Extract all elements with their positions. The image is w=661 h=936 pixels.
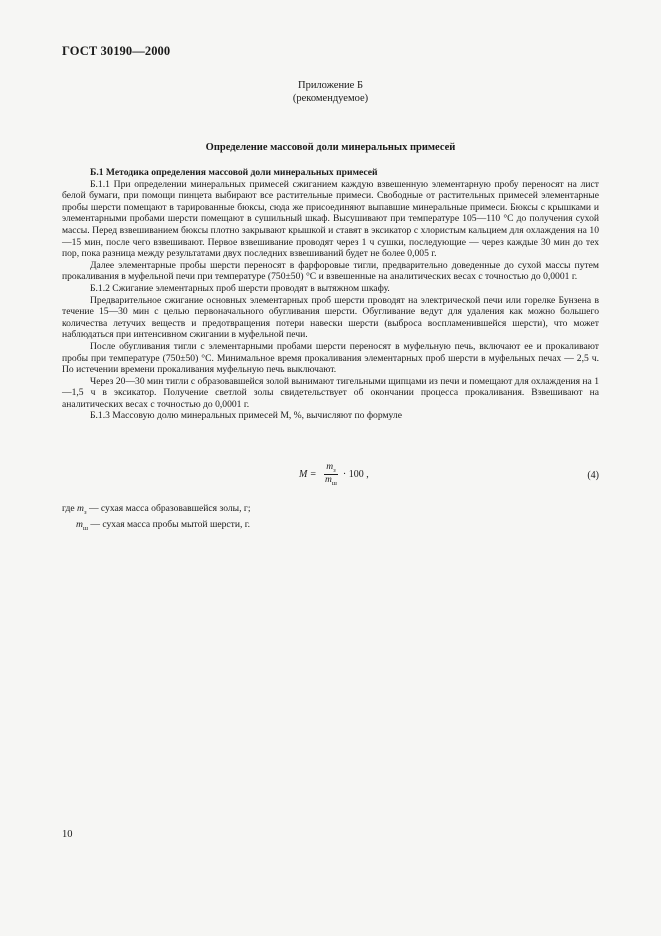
paragraph: После обугливания тигли с элементарными пробами шерсти переносят в муфельную печь, включают ее и прокаливают пробы при температуре (750±50) °С. Минимальное время прокаливания элементарных проб шерсти в муфельных печах — 2,5 ч. По истечении времени прокаливания муфельную печь выключают.: [62, 340, 599, 376]
formula-numerator: $m_з$: [326, 462, 336, 474]
formula-fraction: [323, 462, 339, 487]
paragraph: Б.1.2 Сжигание элементарных проб шерсти проводят в вытяжном шкафу.: [90, 282, 390, 294]
document-code: ГОСТ 30190—2000: [62, 44, 171, 58]
paragraph: Через 20—30 мин тигли с образовавшейся золой вынимают тигельными щипцами из печи и помещают для охлаждения на 1—1,5 ч в эксикатор. Получение светлой золы свидетельствует об окончании процесса прокаливания. Взвешивают на аналитических весах с точностью до 0,0001 г.: [62, 375, 599, 410]
paragraph: Предварительное сжигание основных элементарных проб шерсти проводят на электрической печи или горелке Бунзена в течение 15—30 мин с целью первоначального обугливания шерсти. Обугливание ведут для удаления как можно большего количества летучих веществ и предотвращения потери навески шерсти (выброса воспламенившейся шерсти), что может наблюдаться при интенсивном сжигании в муфельной печи.: [62, 294, 599, 341]
variable-definitions: [62, 503, 599, 535]
definition-line: где $m_з$ — сухая масса образовавшейся золы, г;: [62, 503, 251, 516]
page-number: 10: [62, 829, 73, 840]
formula-denominator: $m_ш$: [324, 474, 337, 487]
formula-equals: =: [310, 468, 316, 480]
appendix-status: (рекомендуемое): [292, 93, 369, 104]
equation-number: (4): [587, 470, 599, 481]
body-text: [62, 167, 599, 422]
formula-factor: · 100 ,: [342, 468, 369, 480]
subsection-heading: Б.1 Методика определения массовой доли минеральных примесей: [90, 167, 378, 178]
formula-row: [62, 460, 599, 494]
appendix-label: Приложение Б: [297, 80, 363, 91]
formula: [299, 462, 369, 487]
paragraph: Далее элементарные пробы шерсти переносят в фарфоровые тигли, предварительно доведенные до сухой массы путем прокаливания в муфельной печи при температуре (750±50) °С и взвешенные на аналитических весах с точностью до 0,0001 г.: [62, 259, 599, 283]
paragraph: Б.1.3 Массовую долю минеральных примесей M, %, вычисляют по формуле: [90, 410, 402, 422]
formula-lhs: M: [299, 468, 308, 480]
paragraph: Б.1.1 При определении минеральных примесей сжиганием каждую взвешенную элементарную пробу переносят на лист белой бумаги, при помощи пинцета выбирают все растительные примеси. Свободные от растительных примесей элементарные пробы шерсти помещают в тарированные бюксы, сюда же присоединяют выпавшие минеральные примеси. Бюксы с крышками и элементарными пробами шерсти помещают в сушильный шкаф. Высушивают при температуре 105—110 °С до получения сухой массы. Перед взвешиванием бюксы плотно закрывают крышкой и ставят в эксикатор с хлористым кальцием для охлаждения на 10—15 мин, после чего взвешивают. Первое взвешивание проводят через 1 ч сушки, последующие — через каждые 30 мин до тех пор, пока разница между результатами двух последних взвешиваний будет не более 0,005 г.: [62, 178, 599, 260]
section-title: Определение массовой доли минеральных примесей: [205, 142, 456, 153]
definition-line: $m_ш$ — сухая масса пробы мытой шерсти, г.: [76, 518, 251, 532]
